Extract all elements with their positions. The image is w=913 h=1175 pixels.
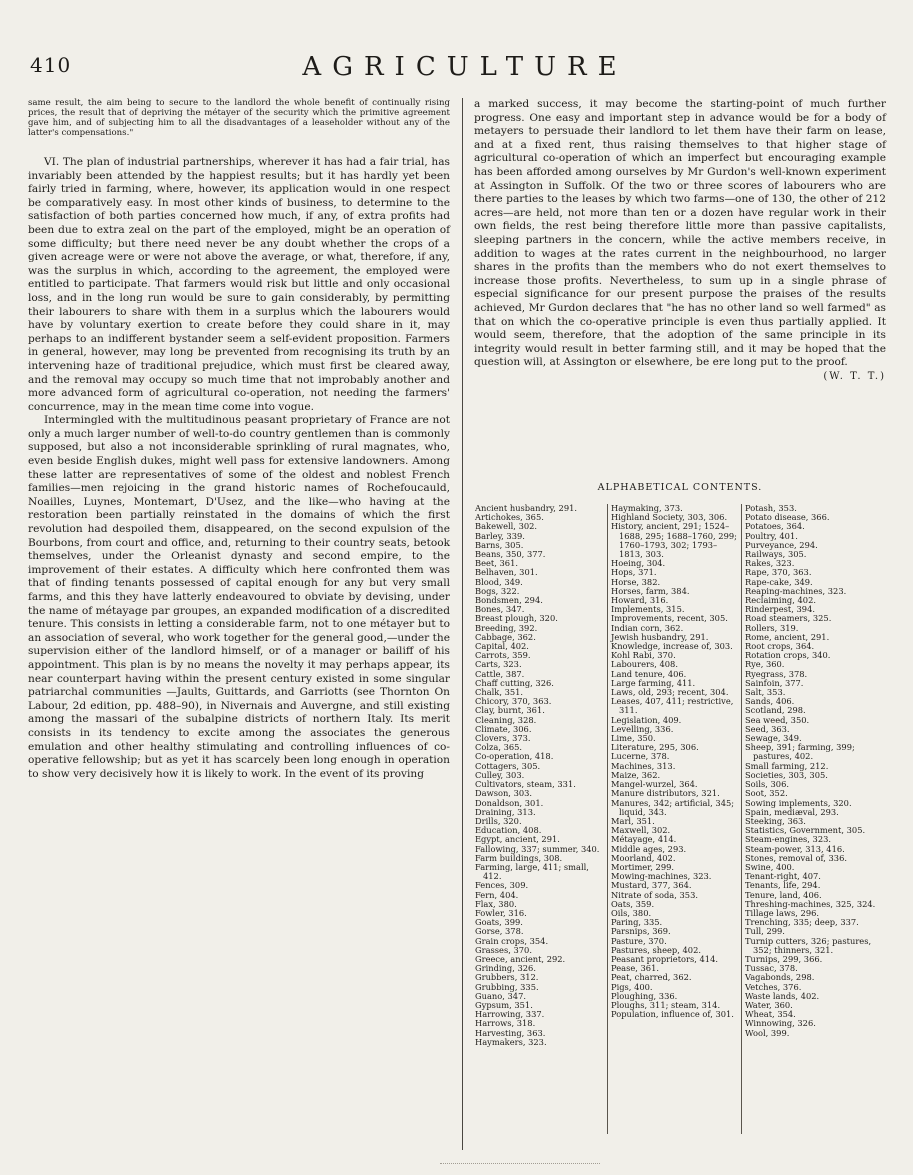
index-entry: Seed, 363.	[745, 723, 790, 734]
index-entry: Purveyance, 294.	[745, 539, 818, 550]
index-column-1	[475, 504, 605, 1047]
index-entry: Tenure, land, 406.	[745, 889, 822, 900]
index-entry: Peasant proprietors, 414.	[611, 953, 719, 964]
index-entry: Drills, 320.	[475, 815, 522, 826]
index-entry: Pastures, sheep, 402.	[611, 944, 701, 955]
index-entry: Reclaiming, 402.	[745, 595, 816, 606]
index-entry: Beans, 350, 377.	[475, 549, 546, 560]
index-entry: Steam-power, 313, 416.	[745, 843, 845, 854]
index-entry: Horses, farm, 384.	[611, 585, 690, 596]
index-entry: Ancient husbandry, 291.	[475, 503, 578, 513]
index-entry: Swine, 400.	[745, 861, 795, 872]
index-entry: Reaping-machines, 323.	[745, 585, 847, 596]
index-entry: Poultry, 401.	[745, 530, 798, 541]
index-entry: Farming, large, 411; small, 412.	[475, 861, 589, 882]
index-entry: Beet, 361.	[475, 558, 518, 569]
index-entry: Capital, 402.	[475, 641, 529, 652]
index-entry: Cultivators, steam, 331.	[475, 779, 576, 790]
index-entry: Colza, 365.	[475, 742, 523, 753]
index-entry: Road steamers, 325.	[745, 613, 832, 624]
index-entry: Spain, mediæval, 293.	[745, 806, 839, 817]
index-entry: Highland Society, 303, 306.	[611, 512, 728, 523]
index-entry: Lime, 350.	[611, 733, 656, 744]
index-entry: Rotation crops, 340.	[745, 650, 831, 661]
index-entry: Horse, 382.	[611, 576, 661, 587]
index-entry: Hops, 371.	[611, 567, 657, 578]
index-entry: Métayage, 414.	[611, 834, 677, 845]
index-entry: Rinderpest, 394.	[745, 604, 815, 615]
index-entry: Mustard, 377, 364.	[611, 880, 692, 891]
page-number: 410	[30, 53, 72, 77]
index-entry: Vetches, 376.	[745, 981, 802, 992]
index-entry: Grinding, 326.	[475, 963, 536, 974]
index-entry: Ploughs, 311; steam, 314.	[611, 999, 721, 1010]
index-entry: Sowing implements, 320.	[745, 797, 852, 808]
index-entry: Harrows, 318.	[475, 1018, 536, 1029]
index-entry: Threshing-machines, 325, 324.	[745, 898, 876, 909]
index-entry: Gorse, 378.	[475, 926, 524, 937]
peasant-proprietary-paragraph: Intermingled with the multitudinous peasant proprietary of France are not only a much larger number of well-to-do country gentlemen than is commonly supposed, but also a not inconsiderable sprinkling of rural magnates, who, even beside English dukes, might well pass for extensive landowners. Among these latter are representatives of some of the oldest and noblest French families—men rejoicing in the grand historic names of Rochefoucauld, Noailles, Luynes, Montemart, D'Usez, and the like—who having at the restoration been partially reinstated in the domains of which the first revolution had despoiled them, disappeared, on the second expulsion of the Bourbons, from court and office, and, returning to their country seats, betook themselves, under the Orleanist dynasty and second empire, to the improvement of their estates. A difficulty which here confronted them was that of finding tenants possessed of capital enough for any but very small farms, and this they have latterly endeavoured to obviate by devising, under the name of métayage par groupes, an expanded modification of a discredited tenure. This consists in letting a considerable farm, not to one métayer but to an association of several, who work together for the general good,—under the supervision either of the landlord himself, or of a manager or bailiff of his appointment. This plan is by no means the novelty it may perhaps appear, its near counterpart having within the present century existed in some singular patriarchal communities —Jaults, Guittards, and Garriotts (see Thornton On Labour, 2d edition, pp. 488–90), in Nivernais and Auvergne, and still existing among the massari of the subalpine districts of northern Italy. Its merit consists in its tendency to excite among the associates the generous emulation and other healthy stimulating and controlling influences of co-operative fellowship; but as yet it has scarcely been long enough in operation to show very decisively how it is likely to work. In the event of its proving	[28, 414, 450, 780]
index-entry: Rape-cake, 349.	[745, 576, 813, 587]
index-entry: Farm buildings, 308.	[475, 852, 563, 863]
index-entry: Pigs, 400.	[611, 981, 653, 992]
index-entry: Sainfoin, 377.	[745, 677, 804, 688]
index-entry: Bakewell, 302.	[475, 521, 538, 532]
index-entry: Water, 360.	[745, 999, 793, 1010]
index-entry: Small farming, 212.	[745, 760, 829, 771]
index-entry: Wool, 399.	[745, 1027, 790, 1038]
index-entry: Mowing-machines, 323.	[611, 871, 712, 882]
index-entry: Rakes, 323.	[745, 558, 795, 569]
index-entry: Goats, 399.	[475, 917, 523, 928]
index-entry: Clay, burnt, 361.	[475, 705, 545, 716]
index-entry: Tenants, life, 294.	[745, 880, 821, 891]
index-entry: Wheat, 354.	[745, 1009, 796, 1020]
index-entry: Rye, 360.	[745, 659, 785, 670]
index-entry: Grubbing, 335.	[475, 981, 539, 992]
index-entry: Laws, old, 293; recent, 304.	[611, 687, 729, 698]
index-entry: Barley, 339.	[475, 530, 525, 541]
index-entry: Co-operation, 418.	[475, 751, 554, 762]
index-entry: Pasture, 370.	[611, 935, 667, 946]
index-entry: Maize, 362.	[611, 769, 661, 780]
index-entry: Hoeing, 304.	[611, 558, 666, 569]
index-entry: Harvesting, 363.	[475, 1027, 546, 1038]
index-entry: Population, influence of, 301.	[611, 1009, 734, 1020]
index-entry: Implements, 315.	[611, 604, 685, 615]
index-entry: Ryegrass, 378.	[745, 668, 808, 679]
index-entry: Root crops, 364.	[745, 641, 815, 652]
index-entry: Soot, 352.	[745, 788, 788, 799]
index-entry: Fences, 309.	[475, 880, 529, 891]
index-entry: Tenant-right, 407.	[745, 871, 821, 882]
index-entry: Rape, 370, 363.	[745, 567, 812, 578]
index-entry: Cattle, 387.	[475, 668, 525, 679]
index-entry: Paring, 335.	[611, 917, 663, 928]
index-entry: Improvements, recent, 305.	[611, 613, 728, 624]
index-entry: Turnip cutters, 326; pastures, 352; thinners, 321.	[745, 935, 872, 955]
index-entry: Ploughing, 336.	[611, 990, 678, 1001]
index-entry: Potatoes, 364.	[745, 521, 805, 532]
section-vi-paragraph: VI. The plan of industrial partnerships, wherever it has had a fair trial, has invariably been attended by the happiest results; but it has hardly yet been fairly tried in farming, where, however, its application would in one respect be comparatively easy. In most other kinds of business, to determine to the satisfaction of both parties concerned how much, if any, of extra profits had been due to extra zeal on the part of the employed, might be an operation of some difficulty; but there need never be any doubt whether the crops of a given acreage were or were not above the average, or what, therefore, if any, was the surplus in which, according to the agreement, the employed were entitled to participate. That farmers would risk but little and only occasional loss, and in the long run would be sure to gain considerably, by permitting their labourers to share with them in a surplus which the labourers would have by voluntary exertion to create before they could share in it, may perhaps to an indifferent bystander seem a self-evident proposition. Farmers in general, however, may long be prevented from recognising its truth by an intervening haze of traditional prejudice, which must first be cleared away, and the removal may occupy so much time that not improbably another and more advanced form of agricultural co-operation, not needing the farmers' concurrence, may in the mean time come into vogue.	[28, 156, 450, 413]
running-head: AGRICULTURE	[302, 52, 628, 82]
index-entry: Blood, 349.	[475, 576, 523, 587]
index-entry: Flax, 380.	[475, 898, 517, 909]
index-rule	[741, 504, 742, 1134]
index-entry: Winnowing, 326.	[745, 1018, 816, 1029]
index-entry: Land tenure, 406.	[611, 668, 687, 679]
quote-tail: same result, the aim being to secure to the landlord the whole benefit of continually rising prices, the result that of depriving the métayer of the security which the primitive agreement gave him, and of subjecting him to all the disadvantages of a leaseholder without any of the latter's compensations."	[28, 98, 450, 138]
index-entry: Oils, 380.	[611, 907, 652, 918]
index-entry: Grubbers, 312.	[475, 972, 539, 983]
index-entry: Mangel-wurzel, 364.	[611, 779, 698, 790]
index-entry: Marl, 351.	[611, 815, 655, 826]
index-entry: Tillage laws, 296.	[745, 907, 820, 918]
index-entry: Waste lands, 402.	[745, 990, 820, 1001]
index-entry: Chicory, 370, 363.	[475, 696, 552, 707]
index-entry: Legislation, 409.	[611, 714, 682, 725]
index-entry: Maxwell, 302.	[611, 825, 671, 836]
index-entry: Literature, 295, 306.	[611, 742, 699, 753]
index-entry: Bones, 347.	[475, 604, 525, 615]
index-entry: Scotland, 298.	[745, 705, 806, 716]
index-entry: Fern, 404.	[475, 889, 519, 900]
index-rule	[607, 504, 608, 1134]
index-entry: Sheep, 391; farming, 399; pastures, 402.	[745, 742, 855, 762]
index-entry: Dawson, 303.	[475, 788, 533, 799]
index-entry: Knowledge, increase of, 303.	[611, 641, 733, 652]
index-entry: Cleaning, 328.	[475, 714, 537, 725]
index-entry: Fowler, 316.	[475, 907, 527, 918]
index-entry: Culley, 303.	[475, 769, 525, 780]
index-entry: Carrots, 359.	[475, 650, 531, 661]
index-entry: Tull, 299.	[745, 926, 785, 937]
index-entry: Mortimer, 299.	[611, 861, 675, 872]
index-entry: Bondsmen, 294.	[475, 595, 543, 606]
index-entry: Manures, 342; artificial, 345; liquid, 343.	[611, 797, 735, 817]
index-entry: Draining, 313.	[475, 806, 536, 817]
author-signature: (W. T. T.)	[823, 370, 886, 382]
index-entry: Moorland, 402.	[611, 852, 676, 863]
index-column-3	[745, 504, 887, 1038]
index-entry: Manure distributors, 321.	[611, 788, 720, 799]
index-entry: Kohl Rabi, 370.	[611, 650, 676, 661]
index-entry: Leases, 407, 411; restrictive, 311.	[611, 696, 734, 716]
index-entry: Sea weed, 350.	[745, 714, 810, 725]
index-entry: Stones, removal of, 336.	[745, 852, 847, 863]
index-entry: Artichokes, 365.	[475, 512, 544, 523]
index-entry: Oats, 359.	[611, 898, 655, 909]
index-entry: Breast plough, 320.	[475, 613, 558, 624]
index-entry: Steam-engines, 323.	[745, 834, 832, 845]
index-entry: Greece, ancient, 292.	[475, 953, 566, 964]
index-entry: Labourers, 408.	[611, 659, 678, 670]
index-entry: Middle ages, 293.	[611, 843, 687, 854]
index-entry: Harrowing, 337.	[475, 1009, 545, 1020]
index-entry: Egypt, ancient, 291.	[475, 834, 560, 845]
contents-title: ALPHABETICAL CONTENTS.	[597, 482, 763, 493]
index-entry: Climate, 306.	[475, 723, 532, 734]
index-entry: Nitrate of soda, 353.	[611, 889, 699, 900]
index-entry: Gypsum, 351.	[475, 999, 533, 1010]
index-entry: Rome, ancient, 291.	[745, 631, 830, 642]
index-entry: Carts, 323.	[475, 659, 522, 670]
index-entry: Bogs, 322.	[475, 585, 520, 596]
index-entry: Barns, 305.	[475, 539, 524, 550]
column-rule	[462, 98, 463, 1150]
index-entry: Education, 408.	[475, 825, 542, 836]
index-entry: Lucerne, 378.	[611, 751, 670, 762]
index-entry: Societies, 303, 305.	[745, 769, 828, 780]
index-entry: Potash, 353.	[745, 503, 797, 513]
index-entry: Rollers, 319.	[745, 622, 799, 633]
index-entry: History, ancient, 291; 1524–1688, 295; 1688–1760, 299; 1760–1793, 302; 1793–1813, 303.	[611, 521, 737, 560]
index-entry: Belhaven, 301.	[475, 567, 538, 578]
index-entry: Grain crops, 354.	[475, 935, 549, 946]
index-entry: Pease, 361.	[611, 963, 659, 974]
index-entry: Machines, 313.	[611, 760, 676, 771]
index-entry: Parsnips, 369.	[611, 926, 671, 937]
index-entry: Haymakers, 323.	[475, 1036, 547, 1047]
index-entry: Chalk, 351.	[475, 687, 524, 698]
index-entry: Grasses, 370.	[475, 944, 532, 955]
index-entry: Indian corn, 362.	[611, 622, 684, 633]
index-entry: Potato disease, 366.	[745, 512, 830, 523]
index-entry: Clovers, 373.	[475, 733, 531, 744]
index-entry: Breeding, 392.	[475, 622, 538, 633]
index-column-2	[611, 504, 739, 1019]
print-blemish	[440, 1163, 600, 1166]
index-entry: Sands, 406.	[745, 696, 795, 707]
right-column	[474, 98, 886, 383]
index-entry: Levelling, 336.	[611, 723, 674, 734]
index-entry: Guano, 347.	[475, 990, 527, 1001]
index-entry: Tussac, 378.	[745, 963, 798, 974]
index-entry: Fallowing, 337; summer, 340.	[475, 843, 600, 854]
index-entry: Trenching, 335; deep, 337.	[745, 917, 859, 928]
index-entry: Steeking, 363.	[745, 815, 806, 826]
left-column	[28, 98, 450, 781]
index-entry: Salt, 353.	[745, 687, 786, 698]
index-entry: Vagabonds, 298.	[745, 972, 815, 983]
index-entry: Chaff cutting, 326.	[475, 677, 554, 688]
continuation-paragraph: a marked success, it may become the starting-point of much further progress. One easy and important step in advance would be for a body of metayers to persuade their landlord to let them have their farm on lease, and at a fixed rent, thus raising themselves to that higher stage of agricultural co-operation of which an imperfect but encouraging example has been afforded among ourselves by Mr Gurdon's well-known experiment at Assington in Suffolk. Of the two or three scores of labourers who are there parties to the leases by which two farms—one of 130, the other of 212 acres—are held, not more than ten or a dozen have regular work in their own fields, the rest being therefore little more than passive capitalists, sleeping partners in the concern, while the active members receive, in addition to wages at the rates current in the neighbourhood, no larger shares in the profits than the members who do not exert themselves to increase those profits. Nevertheless, to sum up in a single phrase of especial significance for our present purpose the praises of the results achieved, Mr Gurdon declares that "he has no other land so well farmed" as that on which the co-operative principle is even thus partially applied. It would seem, therefore, that the adoption of the same principle in its integrity would result in better farming still, and it may be hoped that the question will, at Assington or elsewhere, be ere long put to the proof. (W. T. T.)	[474, 98, 886, 382]
index-entry: Railways, 305.	[745, 549, 807, 560]
index-entry: Peat, charred, 362.	[611, 972, 692, 983]
index-entry: Cottagers, 305.	[475, 760, 541, 771]
index-entry: Statistics, Government, 305.	[745, 825, 866, 836]
index-entry: Soils, 306.	[745, 779, 789, 790]
index-entry: Cabbage, 362.	[475, 631, 536, 642]
index-entry: Haymaking, 373.	[611, 503, 683, 513]
index-entry: Howard, 316.	[611, 595, 669, 606]
index-entry: Sewage, 349.	[745, 733, 802, 744]
index-entry: Jewish husbandry, 291.	[611, 631, 709, 642]
index-entry: Donaldson, 301.	[475, 797, 544, 808]
index-entry: Turnips, 299, 366.	[745, 953, 823, 964]
index-entry: Large farming, 411.	[611, 677, 696, 688]
